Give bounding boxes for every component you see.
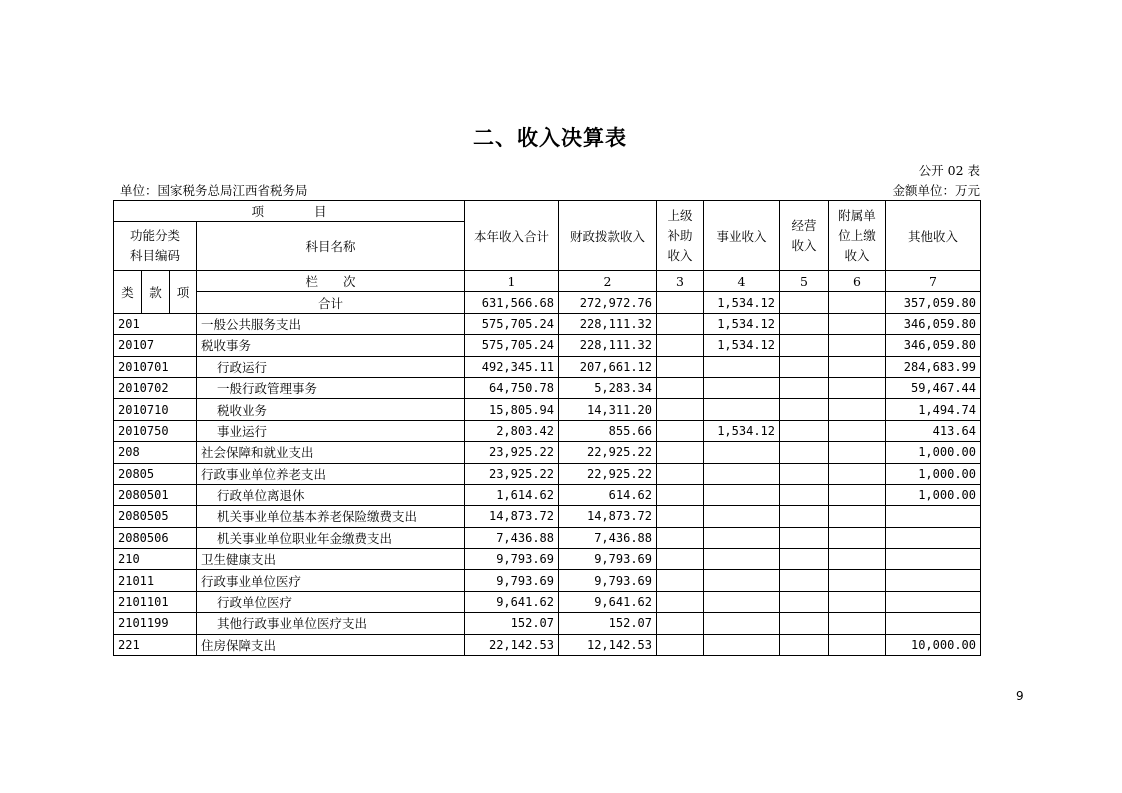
amount-cell	[829, 420, 886, 441]
subject-name: 一般公共服务支出	[197, 313, 465, 334]
total-cell	[780, 292, 829, 313]
amount-cell	[780, 527, 829, 548]
subject-code: 2101199	[114, 613, 197, 634]
subject-code: 208	[114, 442, 197, 463]
amount-cell	[829, 591, 886, 612]
amount-cell: 228,111.32	[559, 335, 657, 356]
subject-name: 机关事业单位职业年金缴费支出	[197, 527, 465, 548]
amount-cell: 9,641.62	[465, 591, 559, 612]
header-affiliated-income: 附属单 位上缴 收入	[829, 201, 886, 271]
amount-cell: 9,793.69	[559, 549, 657, 570]
amount-cell: 228,111.32	[559, 313, 657, 334]
subject-name: 事业运行	[197, 420, 465, 441]
amount-cell	[829, 484, 886, 505]
table-row	[114, 463, 981, 484]
header-class: 类	[114, 271, 142, 314]
seq-6: 6	[829, 271, 886, 292]
amount-cell: 9,793.69	[465, 570, 559, 591]
amount-cell	[780, 484, 829, 505]
seq-5: 5	[780, 271, 829, 292]
table-row	[114, 377, 981, 398]
amount-cell	[704, 506, 780, 527]
table-row	[114, 527, 981, 548]
amount-cell: 614.62	[559, 484, 657, 505]
amount-cell	[780, 613, 829, 634]
amount-cell	[886, 570, 981, 591]
amount-cell: 346,059.80	[886, 313, 981, 334]
amount-cell: 12,142.53	[559, 634, 657, 655]
amount-cell	[780, 506, 829, 527]
header-column-seq: 栏 次	[197, 271, 465, 292]
amount-cell	[829, 313, 886, 334]
amount-cell	[829, 527, 886, 548]
amount-cell	[704, 549, 780, 570]
table-row	[114, 549, 981, 570]
subject-name: 行政事业单位医疗	[197, 570, 465, 591]
subject-code: 2080501	[114, 484, 197, 505]
amount-cell: 1,494.74	[886, 399, 981, 420]
amount-cell	[704, 613, 780, 634]
amount-cell	[780, 356, 829, 377]
subject-code: 20107	[114, 335, 197, 356]
amount-cell: 1,534.12	[704, 335, 780, 356]
amount-cell: 575,705.24	[465, 335, 559, 356]
amount-cell: 152.07	[465, 613, 559, 634]
subject-code: 21011	[114, 570, 197, 591]
amount-cell	[780, 335, 829, 356]
amount-cell: 15,805.94	[465, 399, 559, 420]
seq-3: 3	[657, 271, 704, 292]
amount-cell	[657, 463, 704, 484]
subject-name: 机关事业单位基本养老保险缴费支出	[197, 506, 465, 527]
table-row	[114, 591, 981, 612]
subject-code: 2010701	[114, 356, 197, 377]
table-row	[114, 313, 981, 334]
amount-cell: 59,467.44	[886, 377, 981, 398]
page-title: 二、收入决算表	[473, 126, 627, 150]
amount-cell	[704, 634, 780, 655]
amount-cell	[829, 463, 886, 484]
amount-cell: 7,436.88	[559, 527, 657, 548]
amount-cell	[829, 506, 886, 527]
header-row-1	[114, 201, 981, 222]
table-row	[114, 356, 981, 377]
amount-cell	[886, 613, 981, 634]
amount-cell: 413.64	[886, 420, 981, 441]
table-row	[114, 442, 981, 463]
amount-cell: 23,925.22	[465, 442, 559, 463]
amount-cell	[657, 591, 704, 612]
table-row	[114, 399, 981, 420]
seq-7: 7	[886, 271, 981, 292]
total-cell: 272,972.76	[559, 292, 657, 313]
amount-cell	[780, 570, 829, 591]
amount-cell	[780, 463, 829, 484]
header-other-income: 其他收入	[886, 201, 981, 271]
amount-cell	[657, 484, 704, 505]
header-row-3	[114, 271, 981, 292]
amount-cell	[704, 442, 780, 463]
amount-cell	[780, 313, 829, 334]
amount-cell: 855.66	[559, 420, 657, 441]
table-code: 公开 02 表	[918, 163, 980, 178]
subject-code: 2010702	[114, 377, 197, 398]
table-row	[114, 420, 981, 441]
header-section: 款	[142, 271, 170, 314]
header-total-income: 本年收入合计	[465, 201, 559, 271]
amount-cell	[704, 377, 780, 398]
amount-cell: 22,925.22	[559, 442, 657, 463]
subject-code: 2101101	[114, 591, 197, 612]
amount-cell: 14,873.72	[559, 506, 657, 527]
subject-name: 社会保障和就业支出	[197, 442, 465, 463]
amount-cell	[657, 442, 704, 463]
amount-cell: 2,803.42	[465, 420, 559, 441]
amount-cell	[704, 527, 780, 548]
header-fiscal-appropriation: 财政拨款收入	[559, 201, 657, 271]
amount-cell	[704, 399, 780, 420]
amount-cell	[780, 442, 829, 463]
amount-cell: 1,614.62	[465, 484, 559, 505]
amount-cell: 1,000.00	[886, 463, 981, 484]
header-business-income: 事业收入	[704, 201, 780, 271]
amount-cell: 10,000.00	[886, 634, 981, 655]
subject-name: 行政单位离退休	[197, 484, 465, 505]
amount-cell	[780, 591, 829, 612]
amount-cell	[704, 570, 780, 591]
amount-cell	[657, 506, 704, 527]
amount-cell	[829, 356, 886, 377]
subject-code: 201	[114, 313, 197, 334]
header-item-short: 项	[170, 271, 197, 314]
total-cell: 357,059.80	[886, 292, 981, 313]
amount-cell: 1,534.12	[704, 420, 780, 441]
amount-cell	[657, 527, 704, 548]
amount-cell: 492,345.11	[465, 356, 559, 377]
subject-name: 行政运行	[197, 356, 465, 377]
amount-cell	[657, 549, 704, 570]
amount-cell: 9,793.69	[559, 570, 657, 591]
amount-cell	[829, 442, 886, 463]
amount-cell	[829, 613, 886, 634]
amount-cell	[886, 591, 981, 612]
amount-cell: 14,311.20	[559, 399, 657, 420]
table-row	[114, 634, 981, 655]
amount-cell	[829, 634, 886, 655]
amount-cell	[829, 549, 886, 570]
subject-code: 2010710	[114, 399, 197, 420]
amount-cell	[829, 377, 886, 398]
amount-cell: 64,750.78	[465, 377, 559, 398]
amount-cell	[657, 335, 704, 356]
subject-name: 税收事务	[197, 335, 465, 356]
amount-cell	[657, 399, 704, 420]
subject-name: 行政单位医疗	[197, 591, 465, 612]
subject-name: 其他行政事业单位医疗支出	[197, 613, 465, 634]
income-statement-table	[113, 200, 981, 656]
amount-cell: 22,925.22	[559, 463, 657, 484]
subject-code: 20805	[114, 463, 197, 484]
subject-code: 2080506	[114, 527, 197, 548]
amount-cell	[829, 399, 886, 420]
amount-cell: 1,534.12	[704, 313, 780, 334]
total-cell: 631,566.68	[465, 292, 559, 313]
amount-cell	[657, 570, 704, 591]
header-item: 项 目	[114, 201, 465, 222]
amount-cell	[704, 463, 780, 484]
table-row	[114, 335, 981, 356]
amount-cell: 346,059.80	[886, 335, 981, 356]
amount-cell	[657, 634, 704, 655]
amount-cell: 1,000.00	[886, 484, 981, 505]
amount-cell	[780, 420, 829, 441]
amount-cell	[704, 356, 780, 377]
table-row	[114, 570, 981, 591]
amount-cell: 23,925.22	[465, 463, 559, 484]
table-row	[114, 484, 981, 505]
amount-cell: 9,641.62	[559, 591, 657, 612]
amount-cell	[829, 335, 886, 356]
amount-cell: 9,793.69	[465, 549, 559, 570]
amount-cell: 152.07	[559, 613, 657, 634]
page-number: 9	[1016, 689, 1024, 703]
amount-cell	[780, 399, 829, 420]
amount-cell	[780, 634, 829, 655]
amount-unit: 金额单位：万元	[892, 183, 980, 198]
seq-2: 2	[559, 271, 657, 292]
amount-cell	[657, 377, 704, 398]
amount-cell	[886, 506, 981, 527]
total-cell	[657, 292, 704, 313]
subject-name: 卫生健康支出	[197, 549, 465, 570]
header-operating-income: 经营 收入	[780, 201, 829, 271]
subject-code: 2010750	[114, 420, 197, 441]
reporting-unit: 单位：国家税务总局江西省税务局	[120, 183, 308, 198]
subject-code: 210	[114, 549, 197, 570]
amount-cell	[704, 591, 780, 612]
amount-cell	[886, 549, 981, 570]
amount-cell: 14,873.72	[465, 506, 559, 527]
total-cell	[829, 292, 886, 313]
table-row	[114, 613, 981, 634]
amount-cell: 284,683.99	[886, 356, 981, 377]
amount-cell: 7,436.88	[465, 527, 559, 548]
amount-cell	[657, 613, 704, 634]
total-label: 合计	[197, 292, 465, 313]
amount-cell	[780, 377, 829, 398]
header-superior-grant: 上级 补助 收入	[657, 201, 704, 271]
amount-cell: 207,661.12	[559, 356, 657, 377]
header-function-code: 功能分类 科目编码	[114, 222, 197, 271]
subject-name: 一般行政管理事务	[197, 377, 465, 398]
amount-cell: 5,283.34	[559, 377, 657, 398]
total-cell: 1,534.12	[704, 292, 780, 313]
amount-cell	[780, 549, 829, 570]
subject-code: 221	[114, 634, 197, 655]
seq-4: 4	[704, 271, 780, 292]
seq-1: 1	[465, 271, 559, 292]
subject-code: 2080505	[114, 506, 197, 527]
amount-cell	[657, 420, 704, 441]
amount-cell	[657, 313, 704, 334]
amount-cell	[886, 527, 981, 548]
subject-name: 行政事业单位养老支出	[197, 463, 465, 484]
amount-cell	[704, 484, 780, 505]
amount-cell	[829, 570, 886, 591]
amount-cell: 22,142.53	[465, 634, 559, 655]
subject-name: 税收业务	[197, 399, 465, 420]
header-subject-name: 科目名称	[197, 222, 465, 271]
table-row	[114, 506, 981, 527]
subject-name: 住房保障支出	[197, 634, 465, 655]
total-row	[114, 292, 981, 313]
amount-cell	[657, 356, 704, 377]
amount-cell: 575,705.24	[465, 313, 559, 334]
amount-cell: 1,000.00	[886, 442, 981, 463]
